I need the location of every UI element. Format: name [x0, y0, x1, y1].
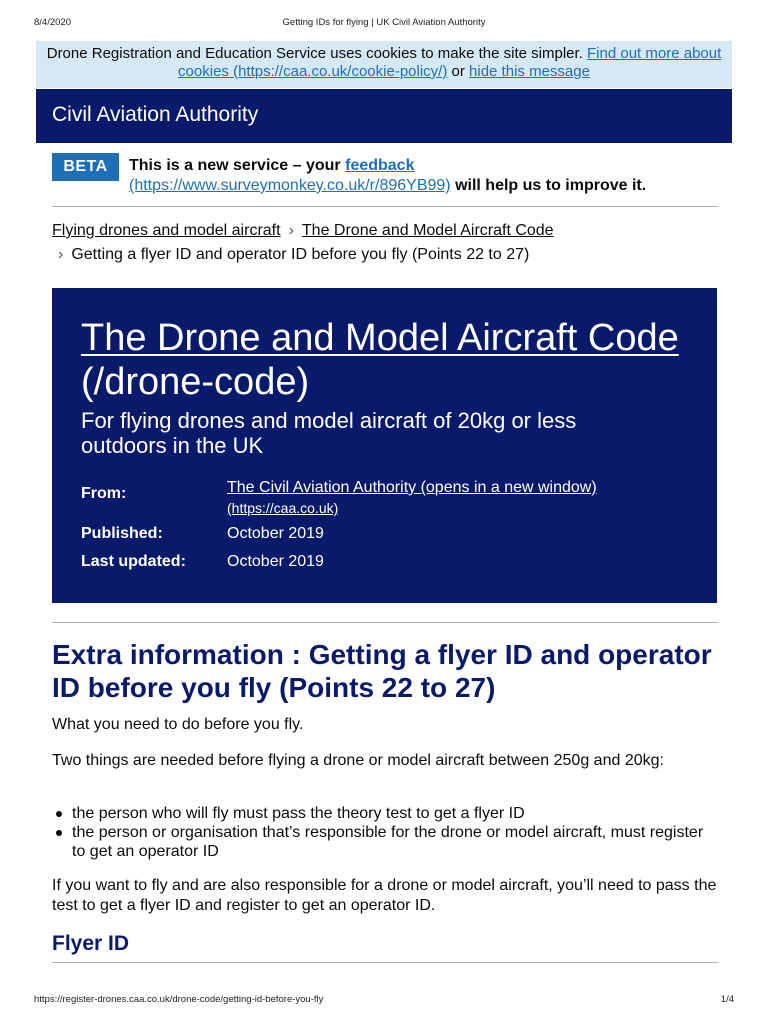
print-date: 8/4/2020 [34, 17, 71, 28]
cookie-info-url: (https://caa.co.uk/cookie-policy/) [233, 63, 448, 80]
breadcrumb-current: Getting a flyer ID and operator ID before you fly (Points 22 to 27) [71, 246, 530, 263]
drone-code-url: (/drone-code) [81, 361, 310, 403]
updated-label: Last updated: [81, 553, 186, 570]
beta-text [129, 156, 709, 196]
beta-text-after: will help us to improve it. [455, 177, 647, 194]
breadcrumb-flying-drones[interactable]: Flying drones and model aircraft [52, 222, 281, 239]
print-url: https://register-drones.caa.co.uk/drone-code/getting-id-before-you-fly [34, 994, 324, 1005]
combined-paragraph: If you want to fly and are also responsible for a drone or model aircraft, you’ll need to pass the test to get a flyer ID and register to get an operator ID. [52, 877, 717, 914]
from-value [227, 478, 687, 519]
hero-panel [52, 288, 717, 603]
caa-url: (https://caa.co.uk) [227, 500, 339, 516]
hide-cookie-message-link[interactable]: hide this message [469, 63, 590, 80]
meta-updated [81, 552, 701, 572]
from-label: From: [81, 485, 127, 502]
published-label: Published: [81, 525, 163, 542]
hero-subtitle: For flying drones and model aircraft of 20kg or less outdoors in the UK [81, 408, 577, 458]
feedback-link[interactable]: feedback [345, 157, 415, 174]
intro-paragraph: What you need to do before you fly. [52, 716, 304, 733]
page-title: Extra information : Getting a flyer ID and operator ID before you fly (Points 22 to 27) [52, 639, 712, 703]
page-number: 1/4 [720, 994, 734, 1005]
chevron-right-icon: › [288, 222, 294, 239]
flyer-id-heading: Flyer ID [52, 932, 130, 955]
divider [52, 622, 718, 623]
meta-published [81, 524, 701, 544]
hero-title [81, 316, 688, 404]
print-footer [0, 994, 768, 1008]
meta-from [81, 478, 701, 518]
list-item: the person or organisation that’s responsible for the drone or model aircraft, must register to get an operator ID [52, 823, 718, 861]
cookie-banner-text: Drone Registration and Education Service uses cookies to make the site simpler. [46, 45, 583, 62]
chevron-right-icon: › [58, 246, 64, 263]
breadcrumb [52, 219, 718, 267]
requirements-paragraph: Two things are needed before flying a drone or model aircraft between 250g and 20kg: [52, 752, 664, 769]
feedback-url[interactable]: (https://www.surveymonkey.co.uk/r/896YB99) [129, 177, 451, 194]
list-item: the person who will fly must pass the theory test to get a flyer ID [52, 804, 718, 823]
divider [52, 962, 718, 963]
drone-code-link[interactable]: The Drone and Model Aircraft Code [81, 317, 679, 359]
beta-banner [52, 153, 718, 207]
cookie-info-link[interactable]: Find out more about cookies (https://caa.co.uk/cookie-policy/) [178, 45, 722, 80]
print-page-title: Getting IDs for flying | UK Civil Aviation Authority [282, 17, 486, 28]
beta-text-before: This is a new service – your [129, 157, 341, 174]
updated-value: October 2019 [227, 553, 324, 570]
site-name-link[interactable]: Civil Aviation Authority [52, 103, 259, 126]
cookie-or-text: or [451, 63, 465, 80]
breadcrumb-drone-code[interactable]: The Drone and Model Aircraft Code [301, 222, 554, 239]
beta-tag: BETA [52, 153, 119, 181]
site-header [36, 89, 732, 143]
requirements-list [52, 804, 718, 861]
cookie-banner [36, 41, 732, 88]
published-value: October 2019 [227, 525, 324, 542]
caa-link[interactable]: The Civil Aviation Authority (opens in a new window) [227, 479, 597, 496]
print-header [0, 17, 768, 31]
